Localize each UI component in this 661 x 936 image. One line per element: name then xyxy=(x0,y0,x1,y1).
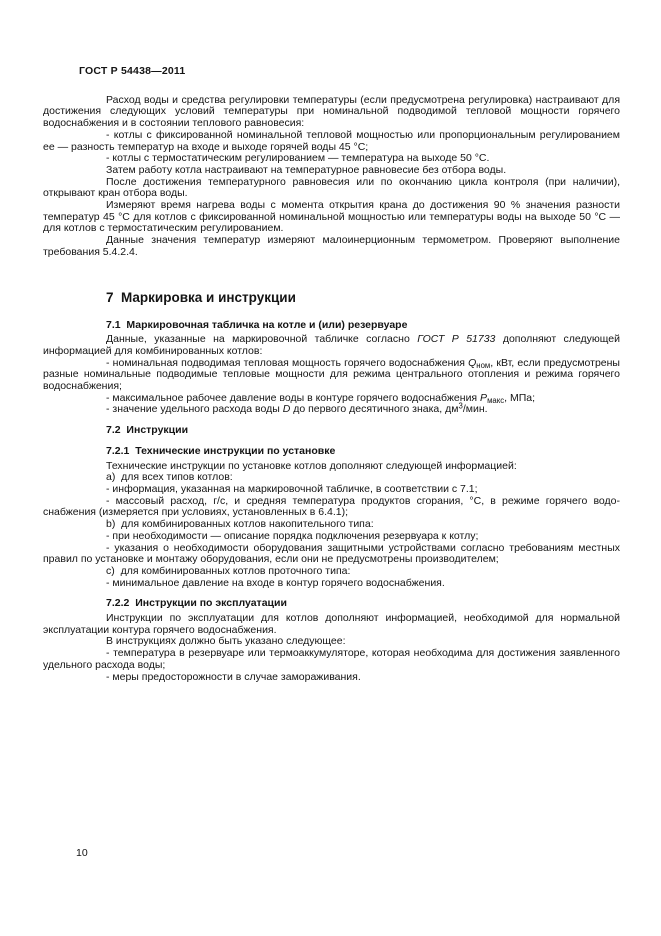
list-item: - меры предосторожности в случае замораживания. xyxy=(106,670,361,683)
paragraph: Измеряют время нагрева воды с момента открытия крана до достижения 90 % значения разности температур 45 °С для котлов с фиксированной номинальной мощностью или температуры воды на выходе 50 °С — для котлов с термостатическим регулированием. xyxy=(43,199,620,235)
list-item: - значение удельного расхода воды D до первого десятичного знака, $дм^3$/мин. xyxy=(106,401,488,416)
section-heading: 7 Маркировка и инструкции xyxy=(106,289,296,305)
paragraph: В инструкциях должно быть указано следующее: xyxy=(106,635,346,648)
subsection-heading: 7.2.2 Инструкции по эксплуатации xyxy=(106,597,287,610)
list-item: - котлы с термостатическим регулированием — температура на выходе 50 °С. xyxy=(106,152,490,165)
list-item: - номинальная подводимая тепловая мощность горячего водоснабжения $Q_{ном}$, кВт, если предусмотрены разные номинальные подводимые тепловые мощности для режима центрального отопления и режима горячего водоснабжения; xyxy=(43,356,620,393)
list-item: - при необходимости — описание порядка подключения резервуара к котлу; xyxy=(106,529,479,542)
paragraph: Технические инструкции по установке котлов дополняют следующей информацией: xyxy=(106,459,517,472)
subsection-heading: 7.1 Маркировочная табличка на котле и (или) резервуаре xyxy=(106,318,408,331)
subsection-heading: 7.2 Инструкции xyxy=(106,424,189,437)
list-item: c) для комбинированных котлов проточного типа: xyxy=(106,564,351,577)
running-header: ГОСТ Р 54438—2011 xyxy=(79,65,186,77)
subsection-heading: 7.2.1 Технические инструкции по установке xyxy=(106,444,336,457)
paragraph: После достижения температурного равновесия или по окончанию цикла контроля (при наличии), открывают кран отбора воды. xyxy=(43,175,620,200)
paragraph: Расход воды и средства регулировки температуры (если предусмотрена регулировка) настраивают для достижения следующих условий температуры при номинальной подводимой тепловой мощности горячего водоснабжения и в состоянии теплового равновесия: xyxy=(43,93,620,130)
paragraph: Затем работу котла настраивают на температурное равновесие без отбора воды. xyxy=(106,163,507,176)
paragraph: Инструкции по эксплуатации для котлов дополняют информацией, необходимой для нормальной эксплуатации контура горячего водоснабжения. xyxy=(43,612,620,636)
paragraph: Данные, указанные на маркировочной табличке согласно ГОСТ Р 51733 дополняют следующей информацией для комбинированных котлов: xyxy=(43,333,621,357)
list-item: - массовый расход, г/с, и средняя температура продуктов сгорания, °С, в режиме горячего водоснабжения (измеряется при условиях, установленных в 6.4.1); xyxy=(43,494,620,519)
list-item: - температура в резервуаре или термоаккумуляторе, которая необходима для достижения заявленного удельного расхода воды; xyxy=(43,647,620,671)
list-item: - максимальное рабочее давление воды в контуре горячего водоснабжения $P_{макс}$, МПа; xyxy=(106,391,536,405)
list-item: - информация, указанная на маркировочной табличке, в соответствии с 7.1; xyxy=(106,482,478,495)
list-item: - указания о необходимости оборудования защитными устройствами согласно требованиям местных правил по установке и монтажу оборудования, если они не предусмотрены производителем; xyxy=(43,541,620,566)
list-item: b) для комбинированных котлов накопительного типа: xyxy=(106,518,374,531)
text-block xyxy=(43,66,620,683)
list-item: - котлы с фиксированной номинальной тепловой мощностью или пропорциональным регулированием ее — разность температур на входе и выходе горячей воды 45 °С; xyxy=(43,128,620,153)
page-number: 10 xyxy=(76,847,88,859)
body-paragraphs xyxy=(43,95,620,684)
paragraph: Данные значения температур измеряют малоинерционным термометром. Проверяют выполнение требования 5.4.2.4. xyxy=(43,234,620,258)
list-item: a) для всех типов котлов: xyxy=(106,471,233,484)
list-item: - минимальное давление на входе в контур горячего водоснабжения. xyxy=(106,576,445,589)
